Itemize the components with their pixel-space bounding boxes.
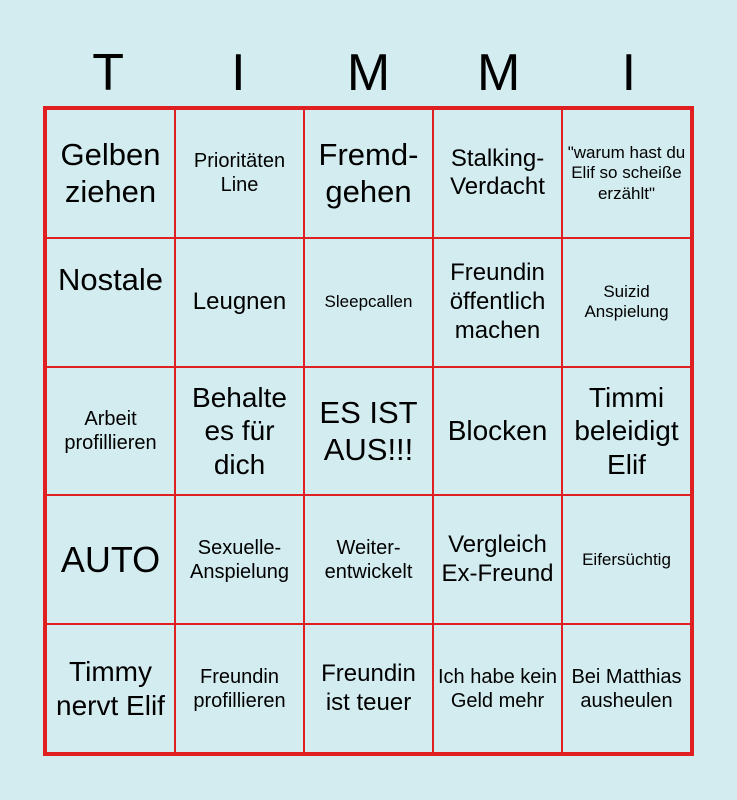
bingo-cell[interactable]: ES IST AUS!!! [304, 367, 433, 496]
bingo-cell[interactable]: Stalking-Verdacht [433, 109, 562, 238]
bingo-cell[interactable]: Ich habe kein Geld mehr [433, 624, 562, 753]
bingo-cell[interactable]: Suizid Anspielung [562, 238, 691, 367]
bingo-cell[interactable]: Freundin öffentlich machen [433, 238, 562, 367]
header-letter: I [621, 44, 637, 102]
bingo-cell[interactable]: Nostale [46, 238, 175, 367]
bingo-cell[interactable]: Timmi beleidigt Elif [562, 367, 691, 496]
bingo-cell[interactable]: Leugnen [175, 238, 304, 367]
bingo-cell[interactable]: Blocken [433, 367, 562, 496]
header-letter: M [477, 44, 521, 102]
bingo-cell[interactable]: Arbeit profillieren [46, 367, 175, 496]
bingo-header [43, 40, 694, 106]
bingo-board [43, 106, 694, 756]
bingo-cell[interactable]: Timmy nervt Elif [46, 624, 175, 753]
bingo-cell[interactable]: Fremd-gehen [304, 109, 433, 238]
header-letter: I [231, 44, 246, 102]
bingo-cell[interactable]: Freundin ist teuer [304, 624, 433, 753]
bingo-cell[interactable]: Freundin profillieren [175, 624, 304, 753]
bingo-cell[interactable]: Sexuelle-Anspielung [175, 495, 304, 624]
bingo-cell[interactable]: Bei Matthias ausheulen [562, 624, 691, 753]
bingo-cell[interactable]: Prioritäten Line [175, 109, 304, 238]
header-letter: M [346, 44, 391, 102]
bingo-cell[interactable]: Behalte es für dich [175, 367, 304, 496]
header-letter: T [92, 44, 124, 102]
bingo-cell[interactable]: Weiter-entwickelt [304, 495, 433, 624]
bingo-cell[interactable]: AUTO [46, 495, 175, 624]
bingo-cell[interactable]: Gelben ziehen [46, 109, 175, 238]
bingo-cell[interactable]: Vergleich Ex-Freund [433, 495, 562, 624]
bingo-cell[interactable]: "warum hast du Elif so scheiße erzählt" [562, 109, 691, 238]
bingo-cell[interactable]: Sleepcallen [304, 238, 433, 367]
bingo-cell[interactable]: Eifersüchtig [562, 495, 691, 624]
